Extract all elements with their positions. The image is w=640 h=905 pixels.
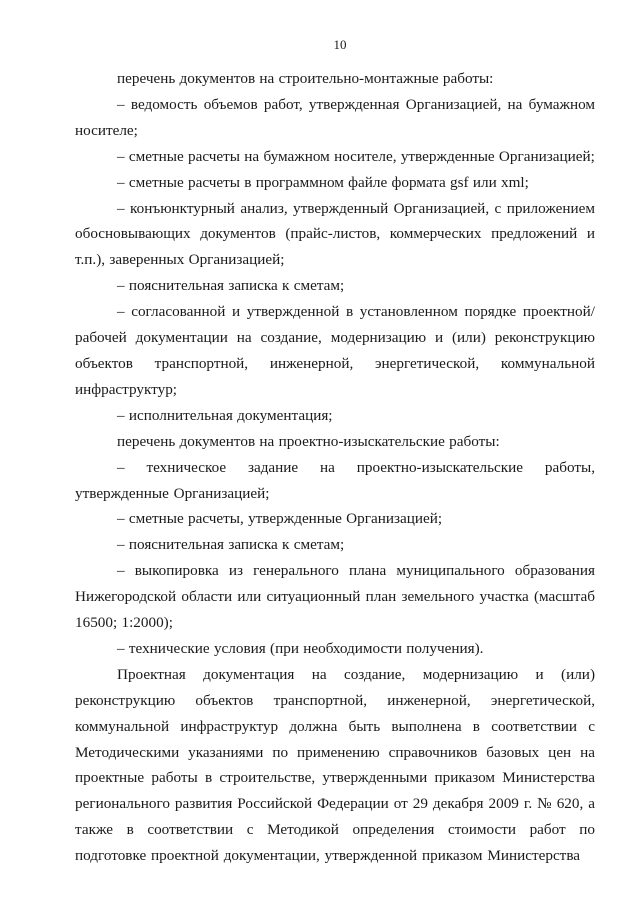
paragraph-estimates-approved: – сметные расчеты, утвержденные Организацией; [117,510,443,528]
paragraph-master-plan-extract: – выкопировка из генерального плана муниципального образования Нижегородской области или ситуационный план земельного участка (масштаб 16500; 1:2000); [75,562,595,632]
paragraph-estimates-file: – сметные расчеты в программном файле формата gsf или xml; [117,173,529,191]
paragraph-as-built-documentation: – исполнительная документация; [117,406,333,424]
document-body [75,66,595,869]
paragraph-estimates-paper: – сметные расчеты на бумажном носителе, утвержденные Организацией; [117,147,595,165]
paragraph-explanatory-note-2: – пояснительная записка к сметам; [117,536,345,554]
paragraph-technical-assignment: – техническое задание на проектно-изыскательские работы, утвержденные Организацией; [75,458,595,502]
paragraph-design-requirements: Проектная документация на создание, модернизацию и (или) реконструкцию объектов транспортной, инженерной, энергетической, коммунальной инфраструктур должна быть выполнена в соответствии с Методическими указаниями по применению справочников базовых цен на проектные работы в строительстве, утвержденными приказом Министерства регионального развития Российской Федерации от 29 декабря 2009 г. № 620, а также в соответствии с Методикой определения стоимости работ по подготовке проектной документации, утвержденной приказом Министерства [75,665,595,865]
page-number: 10 [333,37,347,52]
paragraph-design-documentation: – согласованной и утвержденной в установленном порядке проектной/рабочей документации на создание, модернизацию и (или) реконструкцию объектов транспортной, инженерной, энергетической, коммунальной инфраструктур; [75,303,595,398]
paragraph-market-analysis: – конъюнктурный анализ, утвержденный Организацией, с приложением обосновывающих документов (прайс-листов, коммерческих предложений и т.п.), заверенных Организацией; [75,199,595,269]
paragraph-smr-list-heading: перечень документов на строительно-монтажные работы: [117,70,494,87]
paragraph-explanatory-note: – пояснительная записка к сметам; [117,277,345,295]
paragraph-technical-conditions: – технические условия (при необходимости получения). [117,639,484,657]
paragraph-work-volume-statement: – ведомость объемов работ, утвержденная Организацией, на бумажном носителе; [75,95,595,139]
paragraph-pir-list-heading: перечень документов на проектно-изыскательские работы: [117,432,500,450]
